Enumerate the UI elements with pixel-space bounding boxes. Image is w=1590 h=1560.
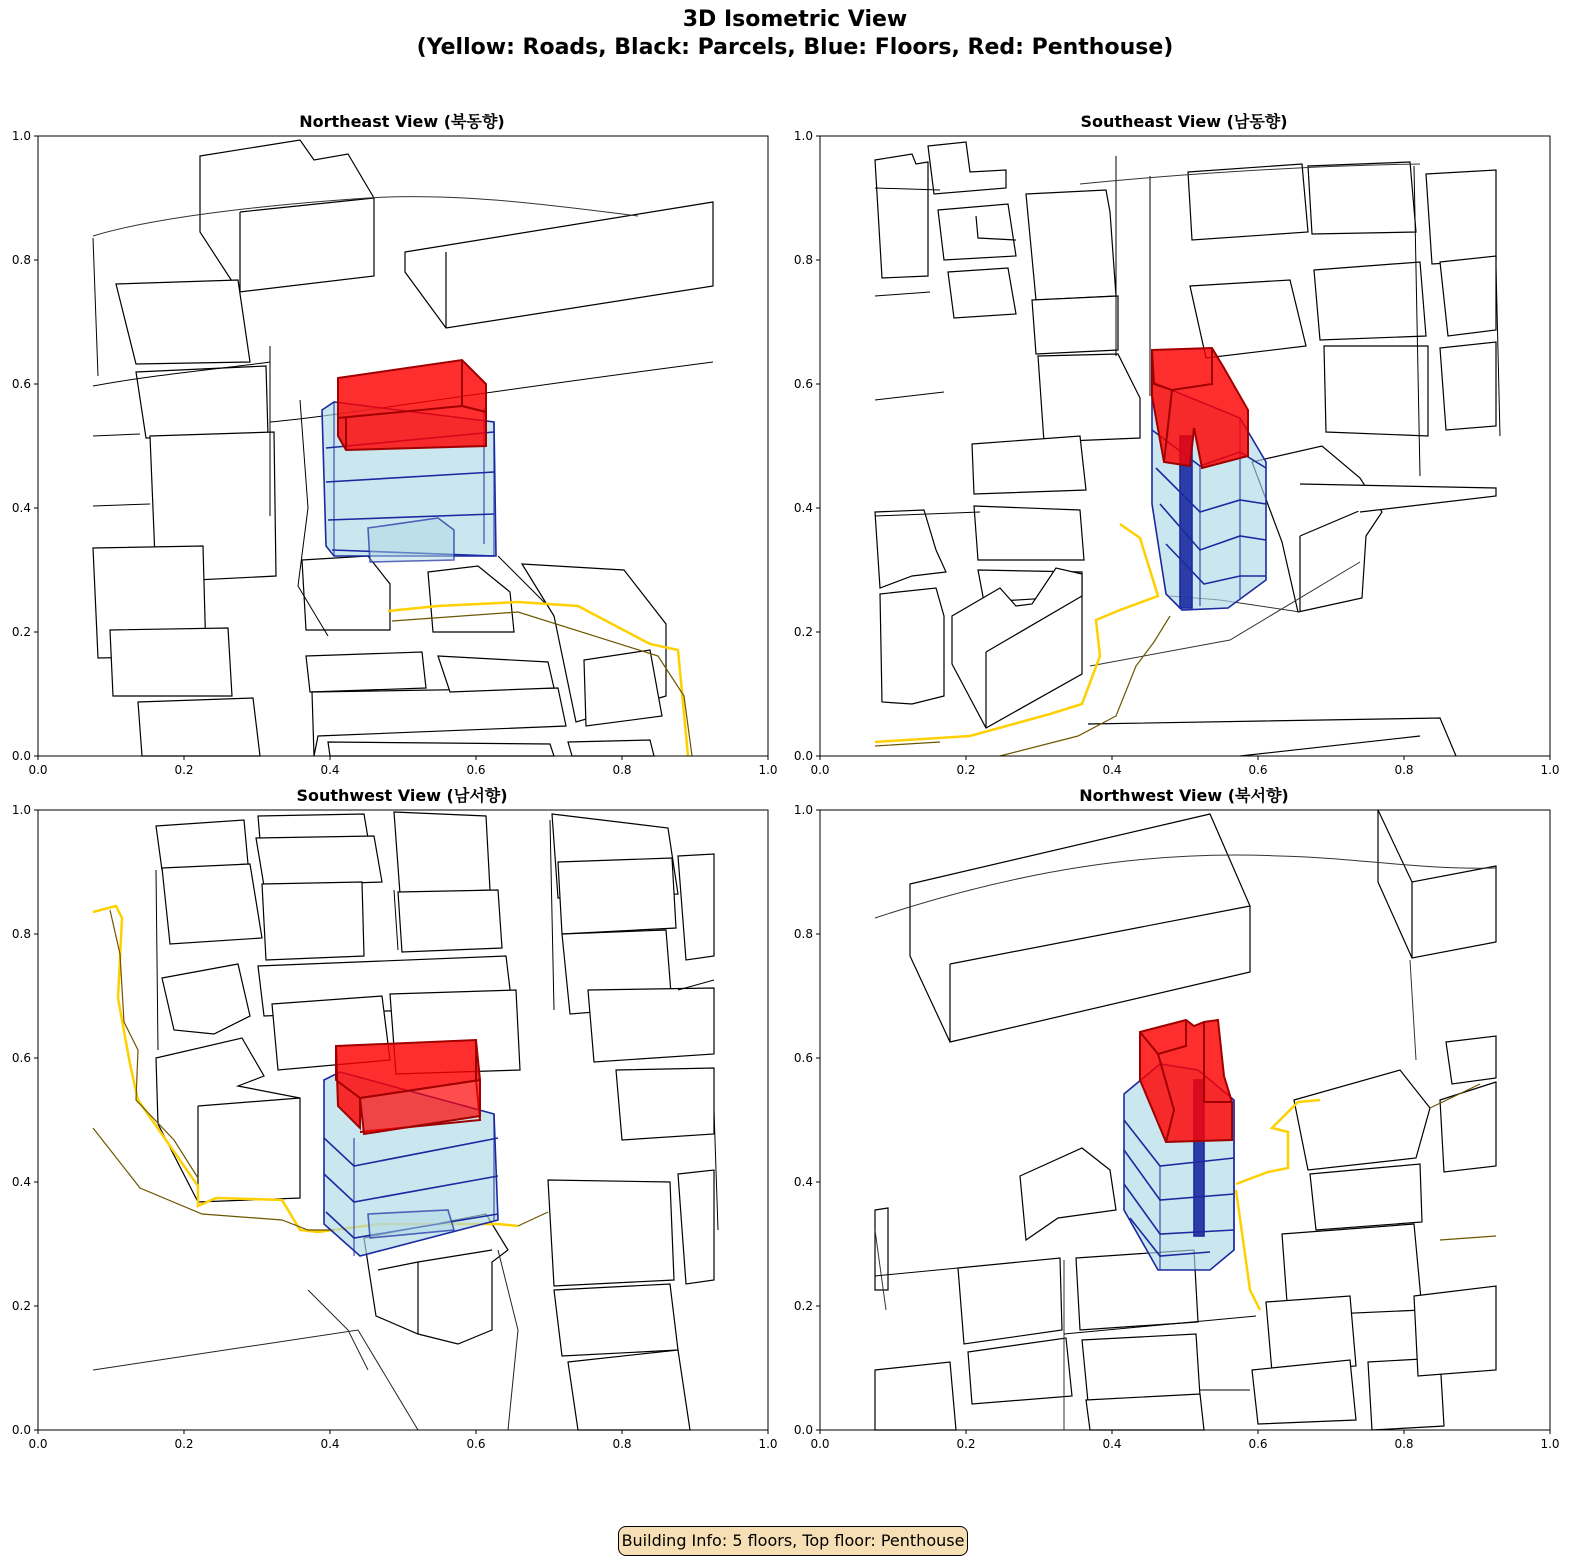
parcel-building [548,1180,674,1286]
panel-southwest-view [0,774,780,1534]
parcel-building [1032,296,1118,354]
y-axis-ticks [794,803,820,1437]
x-tick-label: 0.4 [1102,1437,1122,1451]
parcel-building [568,1350,690,1430]
panel-northeast-view [0,100,780,860]
penthouse [336,1040,480,1134]
parcel-building [162,864,262,944]
y-tick-label: 0.6 [11,1051,31,1065]
parcel-lot [1088,718,1456,756]
parcel-building [136,366,268,438]
y-tick-label: 0.8 [793,927,813,941]
y-tick-label: 1.0 [11,803,31,817]
parcel-building [1252,1360,1356,1424]
x-tick-label: 0.0 [810,1437,830,1451]
parcel-building [156,820,248,870]
x-tick-label: 1.0 [758,1437,778,1451]
parcel-building [200,140,374,292]
y-tick-label: 1.0 [793,803,813,817]
parcel-building [1294,1070,1430,1170]
y-tick-label: 0.2 [11,625,31,639]
y-tick-label: 0.6 [793,377,813,391]
parcel-building [256,836,382,886]
parcel-building [394,812,490,894]
parcel-building [1414,1286,1496,1376]
parcel-building [972,436,1086,494]
panel-title-southeast: Southeast View (남동향) [1080,112,1288,131]
y-tick-label: 1.0 [793,129,813,143]
y-axis-ticks [12,129,38,763]
x-tick-label: 1.0 [1540,763,1560,777]
parcel-building [1086,1394,1204,1430]
parcel-building [1082,1334,1200,1402]
parcel-building [405,202,713,328]
parcel-building [1440,342,1496,430]
parcel-building [138,698,260,756]
parcel-building [616,1068,714,1140]
x-tick-label: 0.2 [956,1437,976,1451]
parcel-building [328,742,554,756]
parcel-building [116,280,250,364]
x-tick-label: 0.6 [1248,763,1268,777]
y-tick-label: 0.8 [11,927,31,941]
x-tick-label: 0.0 [28,1437,48,1451]
parcel-building [1378,810,1496,958]
x-tick-label: 0.2 [174,763,194,777]
x-tick-label: 0.4 [320,1437,340,1451]
southeast-view-plot [782,100,1562,800]
parcel-building [438,656,554,692]
y-axis-ticks [794,129,820,763]
parcel-building [1020,1148,1116,1240]
penthouse-box [338,360,486,450]
y-tick-label: 0.2 [793,1299,813,1313]
parcel-building [928,142,1006,194]
x-tick-label: 0.6 [466,763,486,777]
y-tick-label: 0.2 [11,1299,31,1313]
parcel-building [262,882,364,960]
penthouse [338,360,486,450]
parcel-building [880,588,944,704]
parcel-building [974,506,1084,560]
penthouse-box [1152,348,1248,468]
x-tick-label: 0.4 [1102,763,1122,777]
penthouse [1152,348,1248,468]
y-tick-label: 0.0 [11,749,31,763]
northeast-view-plot [0,100,780,800]
y-tick-label: 0.2 [793,625,813,639]
panel-title-southwest: Southwest View (남서향) [296,786,508,805]
parcel-building [588,988,714,1062]
figure-title [0,6,1590,62]
parcel-building [948,268,1016,318]
y-tick-label: 0.6 [11,377,31,391]
y-tick-label: 0.4 [11,1175,31,1189]
y-tick-label: 0.4 [11,501,31,515]
x-axis-ticks [28,1430,777,1451]
parcel-building [678,1170,714,1284]
parcel-building [554,1284,678,1356]
x-axis-ticks [810,1430,1559,1451]
parcel-building [875,154,928,278]
parcel-building [910,814,1250,1042]
x-tick-label: 1.0 [1540,1437,1560,1451]
y-tick-label: 0.4 [793,501,813,515]
y-tick-label: 1.0 [11,129,31,143]
y-tick-label: 0.0 [793,1423,813,1437]
x-tick-label: 0.8 [1394,763,1414,777]
parcel-building [1026,190,1116,300]
y-tick-label: 0.6 [793,1051,813,1065]
parcel-building [568,740,654,756]
figure-title-line-2: (Yellow: Roads, Black: Parcels, Blue: Floors, Red: Penthouse) [416,35,1174,60]
parcel-building [938,204,1016,260]
parcel-building [1038,354,1140,442]
x-tick-label: 1.0 [758,763,778,777]
parcel-building [110,628,232,696]
x-tick-label: 0.0 [810,763,830,777]
parcel-building [1440,1082,1496,1172]
parcel-building [1310,1164,1422,1230]
y-axis-ticks [12,803,38,1437]
building-info-box: Building Info: 5 floors, Top floor: Penthouse [618,1526,968,1556]
y-tick-label: 0.8 [793,253,813,267]
x-tick-label: 0.8 [612,1437,632,1451]
parcel-building [1324,346,1428,436]
parcel-building [1426,170,1496,264]
parcel-building [1252,446,1382,612]
parcel-building [1188,164,1308,240]
parcel-building [968,1338,1072,1404]
parcel-building [1446,1036,1496,1084]
parcel-building [1190,280,1306,358]
y-tick-label: 0.4 [793,1175,813,1189]
y-tick-label: 0.0 [11,1423,31,1437]
x-tick-label: 0.8 [1394,1437,1414,1451]
panel-title-northeast: Northeast View (북동향) [299,112,505,131]
figure-title-line-1: 3D Isometric View [682,7,908,32]
x-tick-label: 0.0 [28,763,48,777]
x-tick-label: 0.8 [612,763,632,777]
parcel-building [428,566,514,632]
panel-title-northwest: Northwest View (북서향) [1079,786,1289,805]
x-tick-label: 0.6 [1248,1437,1268,1451]
x-tick-label: 0.4 [320,763,340,777]
panel-southeast-view [782,100,1562,860]
parcel-building [162,964,250,1034]
y-tick-label: 0.0 [793,749,813,763]
parcel-building [1440,256,1496,336]
x-tick-label: 0.2 [174,1437,194,1451]
parcel-building [302,556,390,630]
parcel-building [958,1258,1062,1344]
parcel-building [306,652,426,692]
northwest-view-plot [782,774,1562,1474]
southwest-view-plot [0,774,780,1474]
y-tick-label: 0.8 [11,253,31,267]
panel-northwest-view [782,774,1562,1534]
x-tick-label: 0.2 [956,763,976,777]
parcel-building [558,858,676,934]
parcel-building [1308,162,1416,234]
parcel-building [1314,262,1426,340]
parcel-building [875,1362,956,1430]
parcel-building [678,854,714,960]
parcel-building [584,650,662,726]
parcel-building [875,510,946,588]
parcel-building [398,890,502,952]
x-tick-label: 0.6 [466,1437,486,1451]
